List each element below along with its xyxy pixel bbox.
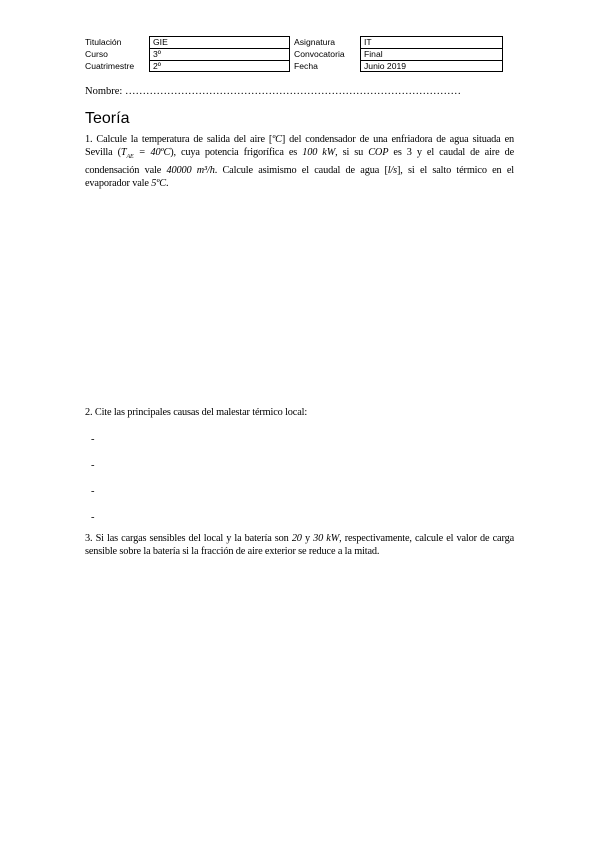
nombre-label: Nombre: bbox=[85, 86, 123, 97]
header-row bbox=[85, 60, 503, 72]
answer-dash: - bbox=[91, 460, 95, 471]
q1-text-7: ], si el salto térmico en el evaporador vale bbox=[85, 165, 515, 190]
curso-label: Curso bbox=[85, 49, 108, 59]
convocatoria-value: Final bbox=[360, 48, 503, 60]
nombre-line[interactable] bbox=[85, 86, 461, 97]
q1-flow: 40000 m³/h bbox=[166, 165, 215, 177]
q1-var-t: T bbox=[120, 147, 127, 158]
q3-text-3: , respectivamente, calcule el valor de carga sensible sobre la batería si la fracción de aire exterior se reduce a la mitad. bbox=[85, 533, 514, 557]
q1-unit-flow: l/s bbox=[387, 165, 398, 177]
curso-value: 3º bbox=[149, 48, 290, 60]
fecha-label: Fecha bbox=[294, 61, 318, 71]
q1-dt: 5ºC bbox=[151, 178, 166, 190]
q3-value-1: 20 bbox=[291, 533, 302, 544]
convocatoria-label: Convocatoria bbox=[294, 49, 345, 59]
question-1 bbox=[85, 133, 514, 190]
q3-value-2: 30 kW bbox=[313, 533, 340, 544]
nombre-dots: …………………………………………………………………………………… bbox=[124, 86, 461, 97]
section-title: Teoría bbox=[85, 110, 130, 127]
header-row bbox=[85, 36, 503, 48]
fecha-value: Junio 2019 bbox=[360, 60, 503, 72]
q1-text-2: ] del condensador de una enfriadora de agua situada en Sevilla ( bbox=[85, 134, 515, 158]
asignatura-value: IT bbox=[360, 36, 503, 48]
q1-unit-temp: ºC bbox=[272, 134, 282, 145]
q1-text-5: es 3 y el caudal de aire de condensación vale bbox=[85, 147, 515, 177]
q1-text-1: 1. Calcule la temperatura de salida del aire [ bbox=[85, 134, 273, 145]
question-3 bbox=[85, 532, 514, 558]
answer-dash: - bbox=[91, 486, 95, 497]
q1-cop: COP bbox=[368, 147, 389, 158]
cuatrimestre-label: Cuatrimestre bbox=[85, 61, 135, 71]
question-2: 2. Cite las principales causas del malestar térmico local: bbox=[85, 407, 308, 418]
q1-text-8: . bbox=[165, 178, 169, 190]
q1-text-4: , si su bbox=[335, 147, 369, 158]
q1-text-3: ), cuya potencia frigorífica es bbox=[170, 147, 303, 158]
exam-header-table bbox=[85, 36, 503, 72]
answer-dash: - bbox=[91, 434, 95, 445]
q3-text-2: y bbox=[301, 533, 314, 544]
q1-var-eq: = 40ºC bbox=[133, 147, 171, 158]
q3-text-1: 3. Si las cargas sensibles del local y la batería son bbox=[85, 533, 292, 544]
cuatrimestre-value: 2º bbox=[149, 60, 290, 72]
header-row bbox=[85, 48, 503, 60]
q1-var-sub: AE bbox=[126, 154, 134, 161]
q1-power: 100 kW bbox=[302, 147, 336, 158]
titulacion-label: Titulación bbox=[85, 37, 122, 47]
answer-dash: - bbox=[91, 512, 95, 523]
titulacion-value: GIE bbox=[149, 36, 290, 48]
q1-text-6: . Calcule asimismo el caudal de agua [ bbox=[214, 165, 388, 177]
asignatura-label: Asignatura bbox=[294, 37, 336, 47]
